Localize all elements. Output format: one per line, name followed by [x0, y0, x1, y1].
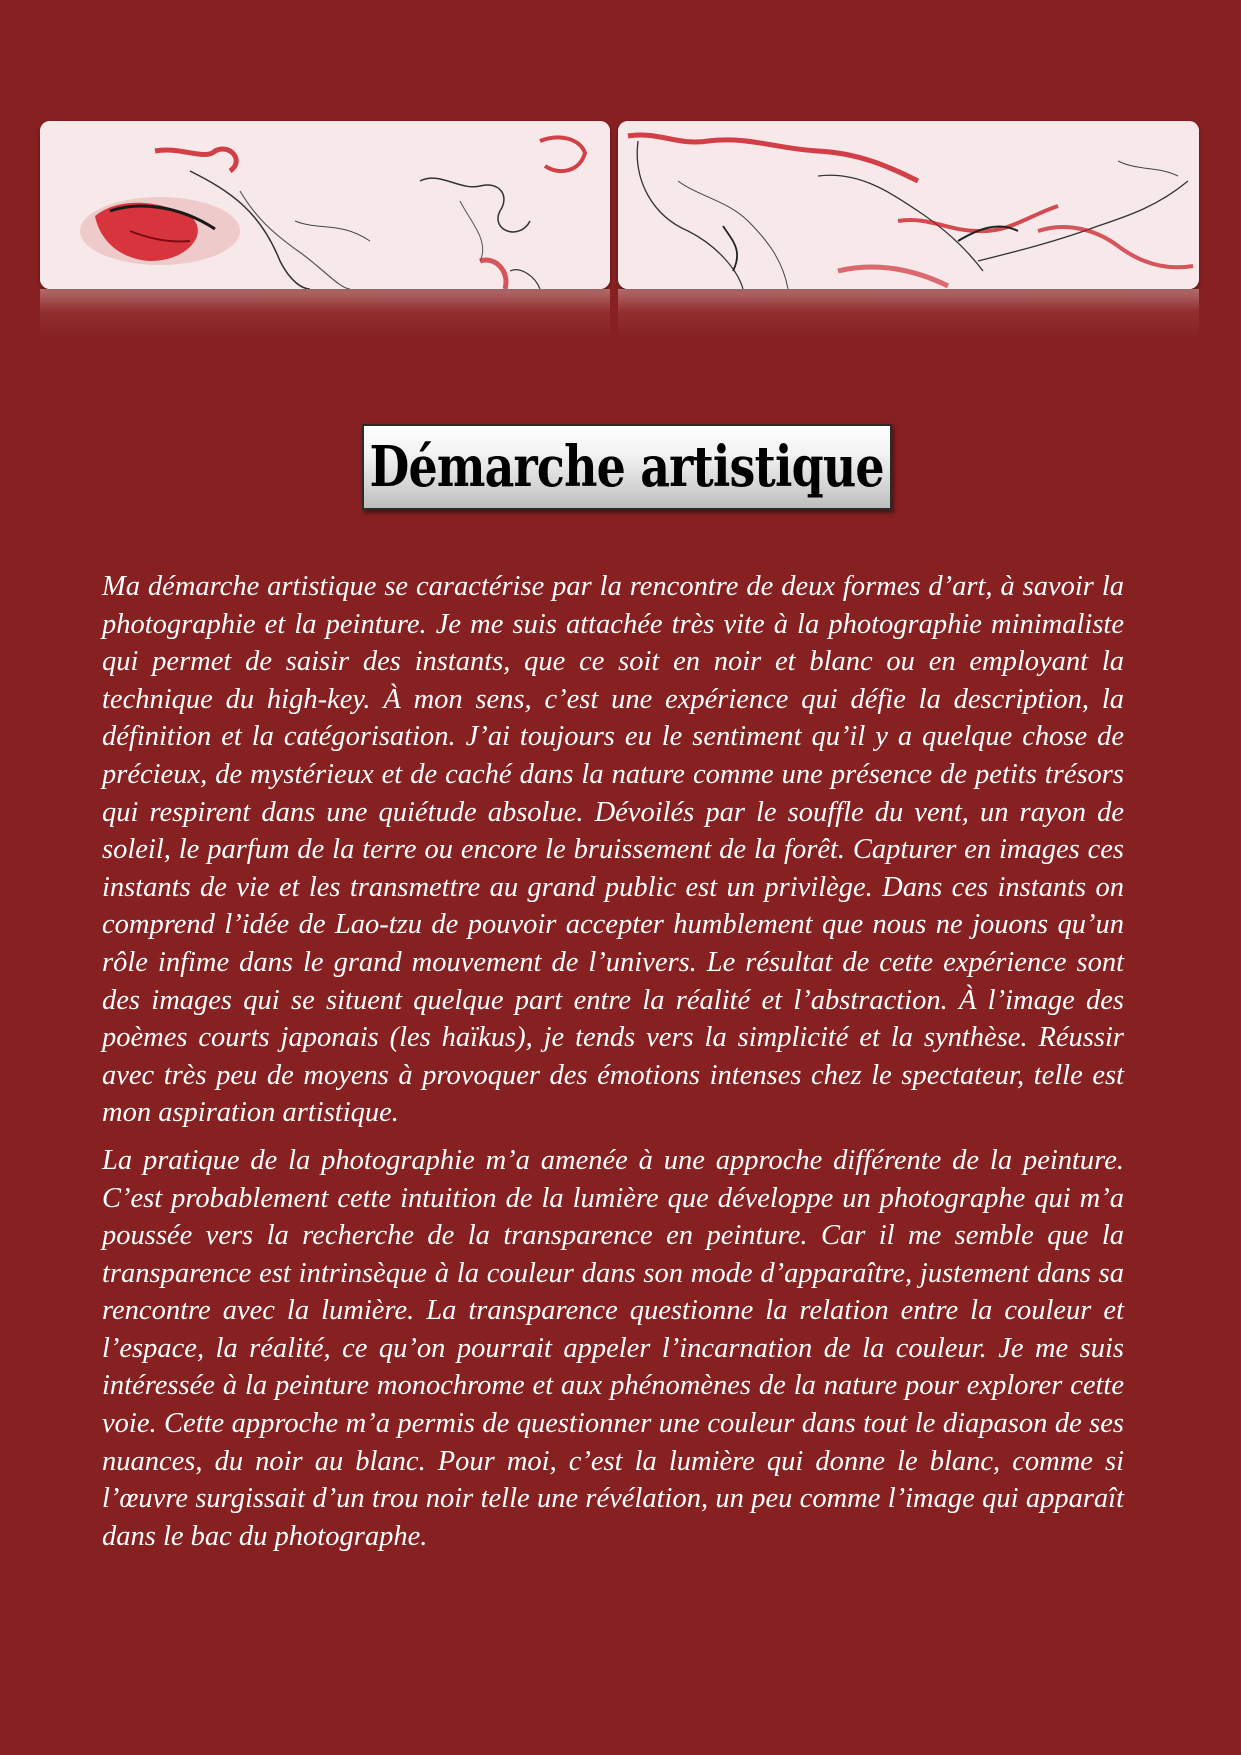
banner [40, 121, 1200, 291]
banner-image-left [40, 121, 610, 289]
banner-image-right [618, 121, 1199, 289]
red-ink-drawing-left [40, 121, 610, 289]
page-title: Démarche artistique [369, 434, 885, 500]
banner-reflection-left [40, 289, 610, 339]
body-text [102, 568, 1124, 1565]
title-box [362, 424, 892, 510]
paragraph-2: La pratique de la photographie m’a amenée à une approche différente de la peinture. C’est probablement cette intuition de la lumière que développe un photographe qui m’a poussée vers la recherche de la transparence en peinture. Car il me semble que la transparence est intrinsèque à la couleur dans son mode d’apparaître, justement dans sa rencontre avec la lumière. La transparence questionne la relation entre la couleur et l’espace, la réalité, ce qu’on pourrait appeler l’incarnation de la couleur. Je me suis intéressée à la peinture monochrome et aux phénomènes de la nature pour explorer cette voie. Cette approche m’a permis de questionner une couleur dans tout le diapason de ses nuances, du noir au blanc. Pour moi, c’est la lumière qui donne le blanc, comme si l’œuvre surgissait d’un trou noir telle une révélation, un peu comme l’image qui apparaît dans le bac du photographe. [102, 1144, 1124, 1552]
red-ink-drawing-right [618, 121, 1199, 289]
paragraph-1: Ma démarche artistique se caractérise par la rencontre de deux formes d’art, à savoir la photographie et la peinture. Je me suis attachée très vite à la photographie minimaliste qui permet de saisir des instants, que ce soit en noir et blanc ou en employant la technique du high-key. À mon sens, c’est une expérience qui défie la description, la définition et la catégorisation. J’ai toujours eu le sentiment qu’il y a quelque chose de précieux, de mystérieux et de caché dans la nature comme une présence de petits trésors qui respirent dans une quiétude absolue. Dévoilés par le souffle du vent, un rayon de soleil, le parfum de la terre ou encore le bruissement de la forêt. Capturer en images ces instants de vie et les transmettre au grand public est un privilège. Dans ces instants on comprend l’idée de Lao-tzu de pouvoir accepter humblement que nous ne jouons qu’un rôle infime dans le grand mouvement de l’univers. Le résultat de cette expérience sont des images qui se situent quelque part entre la réalité et l’abstraction. À l’image des poèmes courts japonais (les haïkus), je tends vers la simplicité et la synthèse. Réussir avec très peu de moyens à provoquer des émotions intenses chez le spectateur, telle est mon aspiration artistique. [102, 571, 1124, 1129]
banner-reflection-right [618, 289, 1199, 339]
